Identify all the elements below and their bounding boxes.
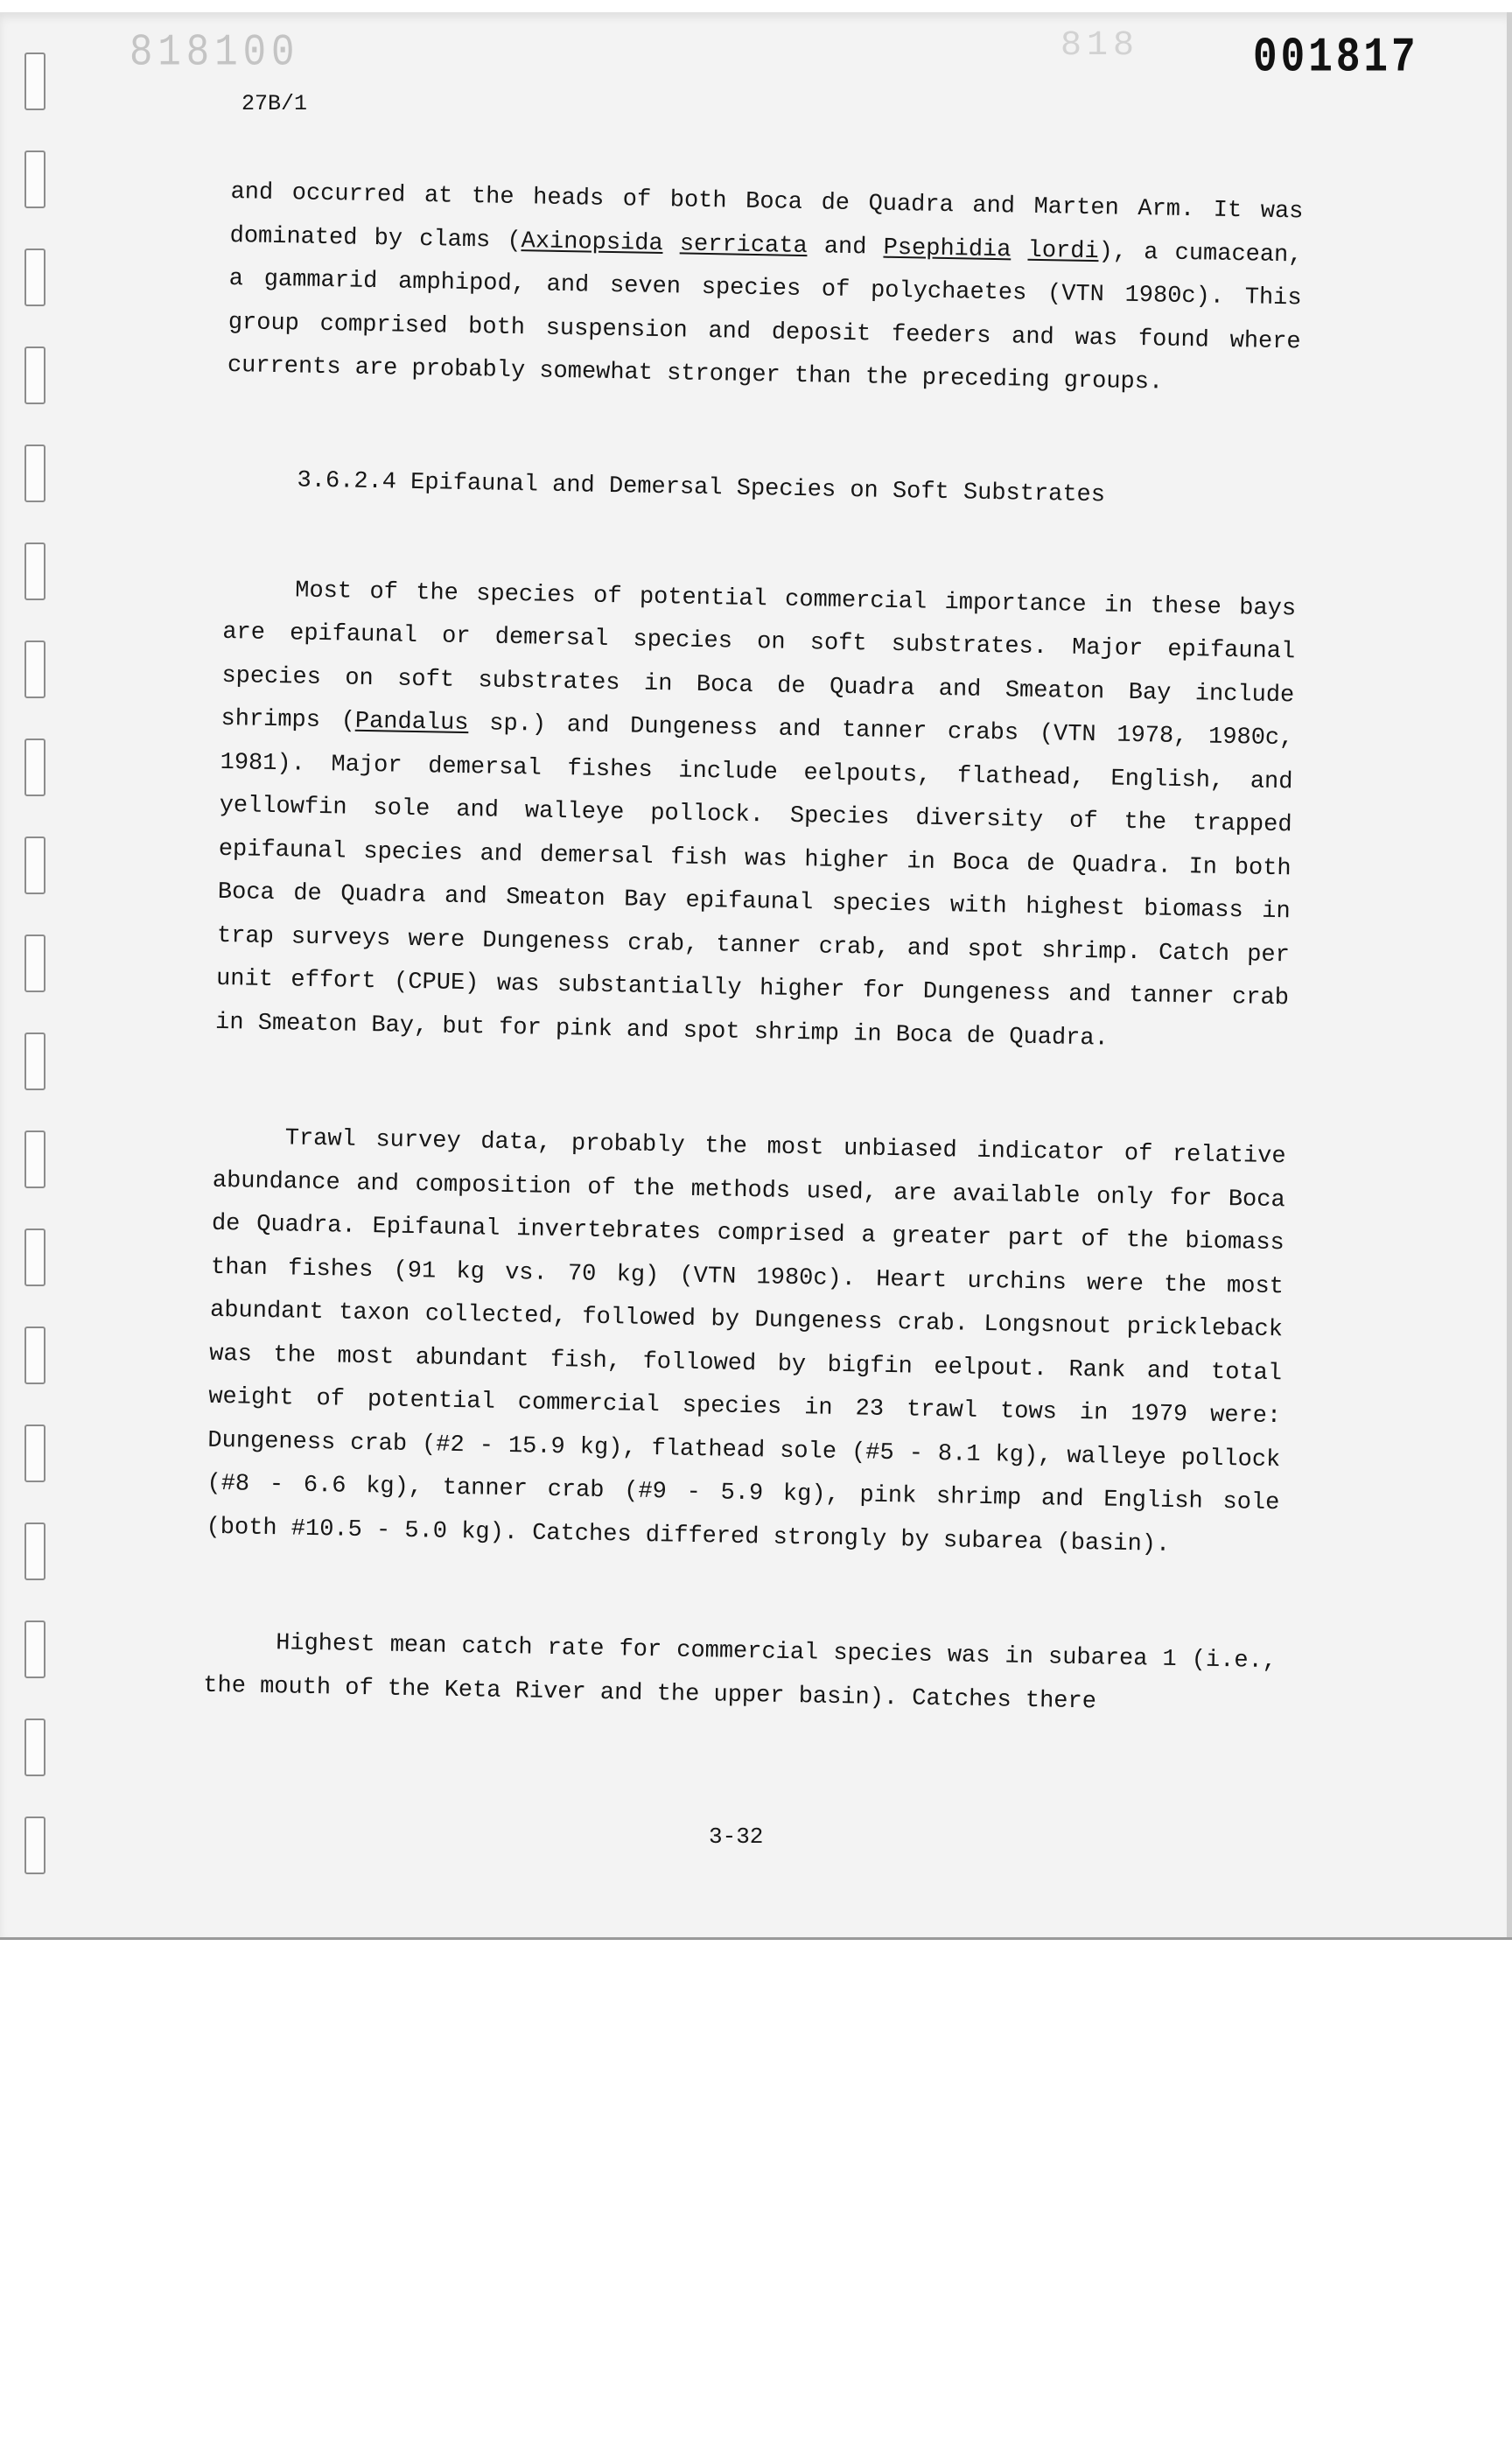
binder-hole xyxy=(24,934,46,992)
binder-hole xyxy=(24,1424,46,1482)
species-name: Psephidia xyxy=(883,234,1012,263)
binder-hole xyxy=(24,1228,46,1286)
faded-stamp-number: 818100 xyxy=(130,28,300,79)
binder-hole xyxy=(24,150,46,208)
faded-stamp-number-right: 818 xyxy=(1060,26,1140,66)
document-reference: 27B/1 xyxy=(242,91,308,116)
binder-hole xyxy=(24,248,46,306)
species-name: serricata xyxy=(679,230,808,260)
binder-hole xyxy=(24,1522,46,1580)
paragraph-text: and occurred at the heads of both Boca de Quadra and Marten Arm. It was dominated by clams ( xyxy=(229,178,1304,255)
body-text xyxy=(203,172,1304,1727)
document-stamp-number: 001817 xyxy=(1253,30,1419,86)
paragraph-continued xyxy=(227,172,1303,408)
species-name: Pandalus xyxy=(354,708,469,738)
binder-hole xyxy=(24,1816,46,1874)
paragraph-text: ), a cumacean, a gammarid amphipod, and seven species of polychaetes (VTN 1980c). This group comprised both suspension and deposit feeders and was found where currents are probably somewhat stronger than the preceding groups. xyxy=(227,238,1303,396)
binder-hole xyxy=(24,640,46,698)
binder-hole xyxy=(24,1326,46,1384)
binder-hole xyxy=(24,444,46,502)
binder-hole xyxy=(24,1032,46,1090)
paragraph xyxy=(215,568,1297,1064)
paragraph-text: Most of the species of potential commercial importance in these bays are epifaunal or demersal species on soft substrates. Major epifaunal species on soft substrates in Boca de Quadra and Smeaton Bay include shrimps ( xyxy=(220,577,1297,735)
paragraph: Highest mean catch rate for commercial species was in subarea 1 (i.e., the mouth of the Keta River and the upper basin). Catches there xyxy=(203,1630,1278,1715)
binder-hole xyxy=(24,346,46,404)
paragraph: Trawl survey data, probably the most unbiased indicator of relative abundance and composition of the methods used, are available only for Boca de Quadra. Epifaunal invertebrates comprised a greater part of the biomass than fishes (91 kg vs. 70 kg) (VTN 1980c). Heart urchins were the most abundant taxon collected, followed by Dungeness crab. Longsnout prickleback was the most abundant fish, followed by bigfin eelpout. Rank and total weight of potential commercial species in 23 trawl tows in 1979 were: Dungeness crab (#2 - 15.9 kg), flathead sole (#5 - 8.1 kg), walleye pollock (#8 - 6.6 kg), tanner crab (#9 - 5.9 kg), pink shrimp and English sole (both #10.5 - 5.0 kg). Catches differed strongly by subarea (basin). xyxy=(206,1125,1286,1558)
binder-hole xyxy=(24,836,46,894)
binder-hole xyxy=(24,738,46,796)
binder-hole xyxy=(24,542,46,600)
page-edge xyxy=(1507,12,1512,1937)
paragraph-text: and xyxy=(807,233,884,262)
species-name: Axinopsida xyxy=(521,228,663,257)
species-name: lordi xyxy=(1027,237,1099,265)
binder-hole xyxy=(24,52,46,110)
binder-hole xyxy=(24,1620,46,1678)
binder-hole xyxy=(24,1130,46,1188)
section-heading: 3.6.2.4 Epifaunal and Demersal Species on Soft Substrates xyxy=(297,466,1106,508)
binder-holes xyxy=(24,52,47,1872)
binder-hole xyxy=(24,1718,46,1776)
page-number: 3-32 xyxy=(709,1824,764,1850)
paragraph-text: sp.) and Dungeness and tanner crabs (VTN 1978, 1980c, 1981). Major demersal fishes include eelpouts, flathead, English, and yellowfin sole and walleye pollock. Species diversity of the trapped epifaunal species and demersal fish was higher in Boca de Quadra. In both Boca de Quadra and Smeaton Bay epifaunal species with highest biomass in trap surveys were Dungeness crab, tanner crab, and spot shrimp. Catch per unit effort (CPUE) was substantially higher for Dungeness and tanner crab in Smeaton Bay, but for pink and spot shrimp in Boca de Quadra. xyxy=(214,710,1294,1053)
